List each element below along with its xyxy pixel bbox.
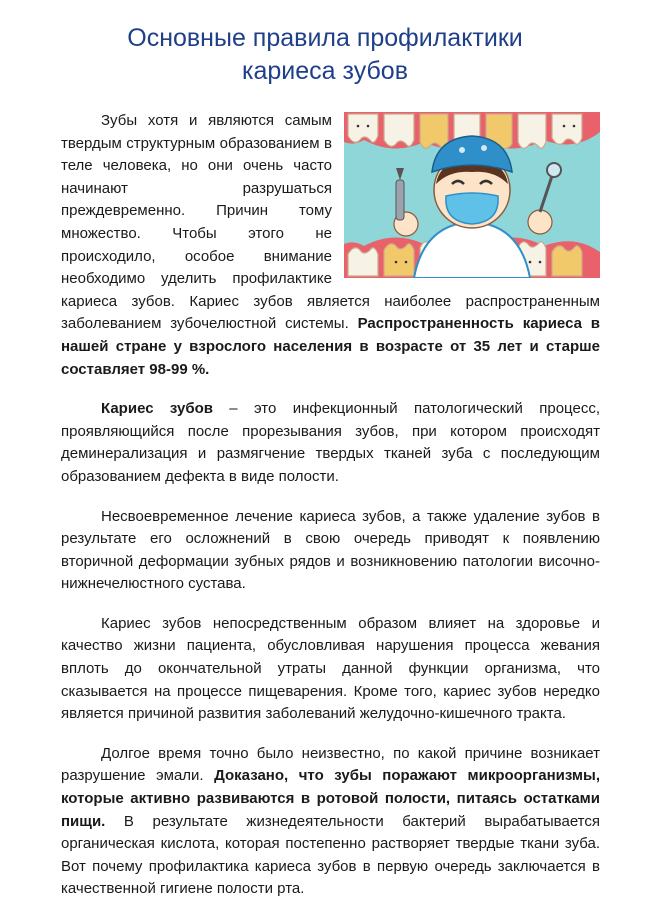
paragraph-definition-term: Кариес зубов (101, 400, 213, 418)
paragraph-complications (61, 506, 600, 596)
page-title-line-2: кариеса зубов (242, 57, 408, 85)
paragraph-cause-bold: Доказано, что зубы поражают микроорганизмы, которые активно развиваются в ротовой полости, питаясь остатками пищи. (61, 767, 601, 830)
paragraph-cause (61, 743, 600, 901)
dentist-cartoon-icon (344, 112, 600, 278)
paragraph-complications-text: Несвоевременное лечение кариеса зубов, а также удаление зубов в результате его осложнений в свою очередь приводят к появлению вторичной деформации зубных рядов и возникновению патологии височно-нижнечелюстного сустава. (61, 507, 600, 593)
paragraph-health-impact (61, 613, 600, 726)
paragraph-definition-text: – это инфекционный патологический процесс, проявляющийся после прорезывания зубов, при котором происходят деминерализация и размягчение твердых тканей зуба с последующим образованием дефекта в виде полости. (61, 400, 600, 485)
paragraph-definition (61, 398, 600, 488)
page-title-line-1: Основные правила профилактики (127, 24, 523, 52)
paragraph-intro-text: Зубы хотя и являются самым твердым структурным образованием в теле человека, но они очень часто начинают разрушаться преждевременно. Причин тому множество. Чтобы этого не происходило, особое внимание необходимо уделить профилактике кариеса зубов. Кариес зубов является наиболее распространенным заболеванием зубочелюстной системы. (61, 112, 600, 333)
article-body (61, 110, 600, 918)
paragraph-cause-text-after: В результате жизнедеятельности бактерий вырабатывается органическая кислота, которая постепенно растворяет твердые ткани зуба. Вот почему профилактика кариеса зубов в первую очередь заключается в качественной гигиене полости рта. (61, 812, 600, 898)
page-title (0, 22, 650, 88)
paragraph-health-impact-text: Кариес зубов непосредственным образом влияет на здоровье и качество жизни пациента, обусловливая нарушения процесса жевания вплоть до окончательной утраты данной функции организма, что сказывается на процессе пищеварения. Кроме того, кариес зубов нередко является причиной развития заболеваний желудочно-кишечного тракта. (61, 614, 600, 723)
paragraph-intro-bold: Распространенность кариеса в нашей стране у взрослого населения в возрасте от 35 лет и старше составляет 98-99 %. (61, 315, 600, 378)
paragraph-intro (61, 110, 600, 381)
paragraph-cause-text-before: Долгое время точно было неизвестно, по какой причине возникает разрушение эмали. (61, 744, 600, 785)
